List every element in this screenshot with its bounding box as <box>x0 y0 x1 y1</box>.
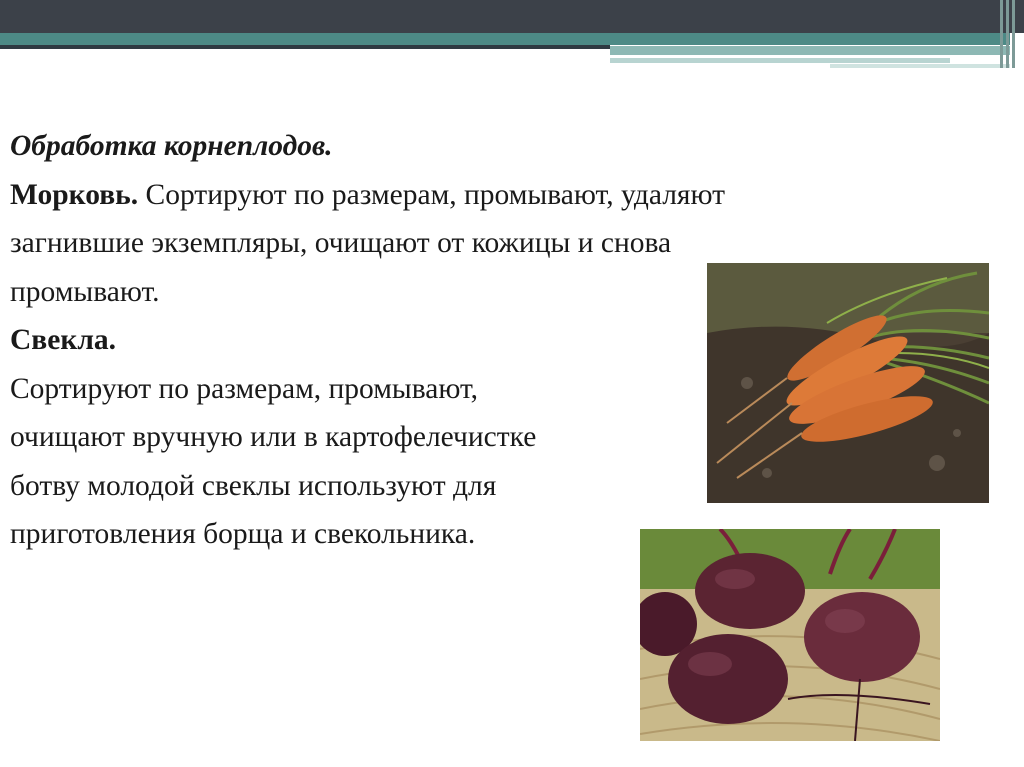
beet-paragraph-line: ботву молодой свеклы используют для <box>10 469 497 502</box>
carrot-label: Морковь. <box>10 178 139 211</box>
teal-stripe <box>0 33 1010 45</box>
carrot-paragraph-line: промывают. <box>10 275 160 308</box>
carrot-paragraph-line <box>10 171 1000 220</box>
beet-paragraph-line: Сортируют по размерам, промывают, <box>10 372 479 405</box>
dark-stripe <box>0 45 610 49</box>
light-stripe <box>610 58 950 63</box>
beet-paragraph-line: очищают вручную или в картофелечистке <box>10 421 537 453</box>
edge-rail <box>1012 0 1015 68</box>
carrot-paragraph-line: загнившие экземпляры, очищают от кожицы и снова <box>10 227 672 259</box>
carrot-photo <box>707 263 989 503</box>
beet-paragraph-line: приготовления борща и свекольника. <box>10 518 476 550</box>
slide-heading: Обработка корнеплодов. <box>10 130 333 162</box>
edge-rail <box>1000 0 1003 68</box>
edge-rail <box>1006 0 1009 68</box>
carrot-text: Сортируют по размерам, промывают, удаляют <box>138 178 726 211</box>
light-stripe <box>830 64 1010 68</box>
light-stripe <box>610 46 1010 55</box>
top-bar <box>0 0 1024 33</box>
beet-label: Свекла. <box>10 324 117 356</box>
beet-photo <box>640 529 940 741</box>
